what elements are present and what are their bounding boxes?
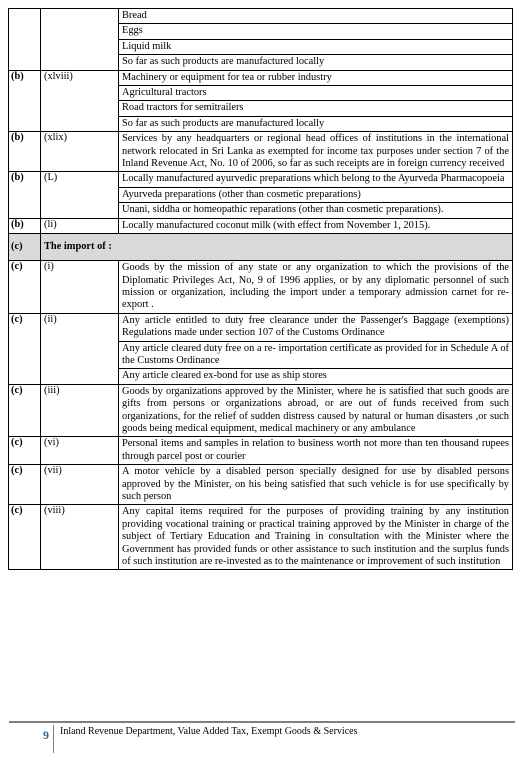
row-number: (xlviii): [41, 70, 119, 132]
row-number: (vi): [41, 437, 119, 465]
table-row: [9, 70, 513, 85]
row-item: Machinery or equipment for tea or rubber industry: [119, 70, 513, 85]
table-row: [9, 437, 513, 465]
row-letter: (c): [9, 261, 41, 314]
row-number: (ii): [41, 313, 119, 384]
row-item: Any article cleared ex-bond for use as ship stores: [119, 369, 513, 384]
row-letter: (c): [9, 505, 41, 570]
row-number: (xlix): [41, 132, 119, 172]
row-item: Any capital items required for the purposes of providing training by any institution providing vocational training or practical training approved by the Minister in charge of the subject of Tertiary Education and Training in consultation with the Minister where the Government has provided funds or other assistance to such institution and the surplus funds of such institution are re-invested as to the maintenance or improvement of such institution: [119, 505, 513, 570]
row-letter: (b): [9, 70, 41, 132]
section-header: [9, 234, 513, 261]
footer-divider: [9, 721, 515, 723]
row-item: So far as such products are manufactured locally: [119, 55, 513, 70]
table-row: [9, 465, 513, 505]
row-item: Eggs: [119, 24, 513, 39]
row-item: A motor vehicle by a disabled person specially designed for use by disabled persons approved by the Minister, on his being satisfied that such vehicle is for use specifically by such person: [119, 465, 513, 505]
row-number: (i): [41, 261, 119, 314]
table-row: [9, 261, 513, 314]
table-row: [9, 132, 513, 172]
row-number: (vii): [41, 465, 119, 505]
row-item: Unani, siddha or homeopathic reparations (other than cosmetic preparations).: [119, 203, 513, 218]
row-number: (li): [41, 218, 119, 233]
row-number: (viii): [41, 505, 119, 570]
row-item: Road tractors for semitrailers: [119, 101, 513, 116]
row-item: Locally manufactured ayurvedic preparations which belong to the Ayurveda Pharmacopoeia: [119, 172, 513, 187]
row-item: Personal items and samples in relation to business worth not more than ten thousand rupees through parcel post or courier: [119, 437, 513, 465]
table-row: [9, 505, 513, 570]
table-row: [9, 313, 513, 341]
row-letter: (b): [9, 218, 41, 233]
page-footer: [9, 721, 515, 753]
table-row: [9, 384, 513, 437]
row-item: Any article entitled to duty free clearance under the Passenger's Baggage (exemptions) Regulations made under section 107 of the Customs Ordinance: [119, 313, 513, 341]
exempt-goods-table: [8, 8, 513, 570]
row-letter: (c): [9, 384, 41, 437]
row-item: Goods by the mission of any state or any organization to which the provisions of the Diplomatic Privileges Act, No, 9 of 1996 applies, or by any diplomatic personnel of such mission or organization, including the import under a temporary admission carnet for re- export .: [119, 261, 513, 314]
row-item: Locally manufactured coconut milk (with effect from November 1, 2015).: [119, 218, 513, 233]
table-row: [9, 218, 513, 233]
row-item: So far as such products are manufactured locally: [119, 116, 513, 131]
row-item: Bread: [119, 9, 513, 24]
row-item: Ayurveda preparations (other than cosmetic preparations): [119, 187, 513, 202]
row-item: Services by any headquarters or regional head offices of institutions in the international network relocated in Sri Lanka as exempted for income tax purposes under section 7 of the Inland Revenue Act, No. 10 of 2006, so far as such receipts are in foreign currency received: [119, 132, 513, 172]
row-letter: (c): [9, 465, 41, 505]
row-item: Any article cleared duty free on a re- importation certificate as provided for in Schedule A of the Customs Ordinance: [119, 341, 513, 369]
page-number: 9: [9, 725, 54, 753]
row-letter: (b): [9, 172, 41, 218]
footer-text: Inland Revenue Department, Value Added Tax, Exempt Goods & Services: [60, 726, 358, 737]
row-number: (L): [41, 172, 119, 218]
section-title: The import of :: [41, 234, 513, 261]
row-letter: [9, 9, 41, 71]
row-letter: (b): [9, 132, 41, 172]
row-item: Liquid milk: [119, 39, 513, 54]
table-row: [9, 9, 513, 24]
row-number: (iii): [41, 384, 119, 437]
section-letter: (c): [9, 234, 41, 261]
row-number: [41, 9, 119, 71]
row-item: Agricultural tractors: [119, 86, 513, 101]
row-letter: (c): [9, 313, 41, 384]
row-letter: (c): [9, 437, 41, 465]
table-row: [9, 172, 513, 187]
row-item: Goods by organizations approved by the Minister, where he is satisfied that such goods are gifts from persons or organizations abroad, or are out of funds received from such organizations, for the relief of sudden distress caused by natural or human disasters ,or such goods being medical equipment, medical machinery or any ambulance: [119, 384, 513, 437]
